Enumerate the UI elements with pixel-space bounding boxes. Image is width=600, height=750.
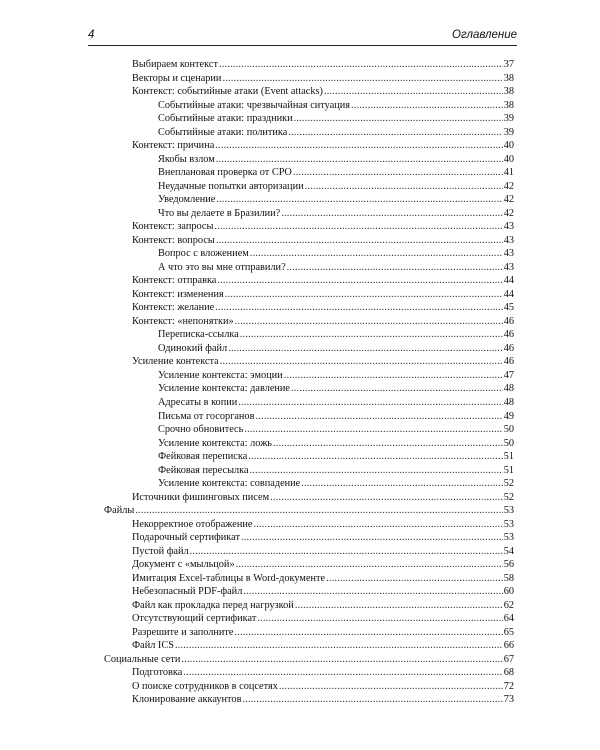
toc-entry-page: 64 (503, 613, 514, 625)
toc-entry (132, 599, 514, 613)
toc-leader-dots (255, 410, 502, 424)
toc-entry (158, 477, 514, 491)
toc-entry-title: Пустой файл (132, 545, 189, 557)
toc-leader-dots (222, 72, 502, 86)
toc-entry (158, 180, 514, 194)
toc-entry-title: Усиление контекста: совпадение (158, 478, 301, 490)
toc-leader-dots (215, 139, 502, 153)
toc-entry-title: Небезопасный PDF-файл (132, 586, 243, 598)
toc-entry-title: Усиление контекста: давление (158, 383, 290, 395)
toc-entry (158, 342, 514, 356)
toc-entry-page: 43 (503, 261, 514, 273)
toc-entry-page: 58 (503, 572, 514, 584)
toc-entry-page: 46 (503, 329, 514, 341)
toc-entry-page: 52 (503, 478, 514, 490)
toc-entry-title: Переписка-ссылка (158, 329, 239, 341)
toc-leader-dots (214, 220, 502, 234)
toc-leader-dots (217, 274, 502, 288)
toc-entry-title: Вопрос с вложением (158, 248, 249, 260)
toc-entry-title: Выбираем контекст (132, 59, 218, 70)
toc-entry-page: 53 (503, 518, 514, 530)
toc-entry (158, 126, 514, 140)
toc-entry-page: 54 (503, 545, 514, 557)
toc-entry (132, 288, 514, 302)
toc-entry-page: 66 (503, 640, 514, 652)
toc-leader-dots (351, 99, 503, 113)
toc-leader-dots (225, 288, 503, 302)
toc-entry-title: Документ с «мыльцой» (132, 559, 235, 571)
toc-entry-page: 68 (503, 667, 514, 679)
toc-entry-page: 53 (503, 532, 514, 544)
toc-chapter-entry (104, 504, 514, 518)
toc-leader-dots (324, 85, 503, 99)
toc-entry-page: 47 (503, 369, 514, 381)
toc-entry (158, 166, 514, 180)
toc-entry (132, 355, 514, 369)
toc-entry (158, 464, 514, 478)
toc-leader-dots (243, 585, 502, 599)
toc-entry-page: 42 (503, 207, 514, 219)
toc-entry-title: Источники фишинговых писем (132, 491, 270, 503)
toc-entry (158, 112, 514, 126)
toc-entry-title: Событийные атаки: политика (158, 126, 288, 138)
toc-leader-dots (326, 572, 503, 586)
toc-entry-title: Файлы (104, 505, 135, 517)
toc-entry-page: 46 (503, 342, 514, 354)
toc-leader-dots (235, 315, 503, 329)
toc-leader-dots (181, 653, 502, 667)
toc-leader-dots (288, 126, 502, 140)
toc-leader-dots (244, 423, 502, 437)
toc-leader-dots (253, 518, 502, 532)
toc-entry-page: 73 (503, 694, 514, 706)
toc-entry-title: Внеплановая проверка от CPO (158, 167, 292, 179)
toc-leader-dots (248, 450, 502, 464)
toc-entry-title: Одинокий файл (158, 342, 228, 354)
toc-entry-title: Якобы взлом (158, 153, 215, 165)
toc-leader-dots (235, 626, 503, 640)
running-header (88, 29, 517, 45)
toc-leader-dots (295, 599, 503, 613)
toc-entry-page: 45 (503, 302, 514, 314)
toc-entry-page: 51 (503, 464, 514, 476)
toc-leader-dots (291, 382, 503, 396)
toc-leader-dots (287, 261, 503, 275)
toc-entry (132, 612, 514, 626)
toc-entry-title: Социальные сети (104, 653, 181, 665)
toc-entry-page: 40 (503, 140, 514, 152)
toc-entry-title: Усиление контекста: ложь (158, 437, 273, 449)
section-title: Оглавление (452, 29, 517, 41)
toc-entry-page: 67 (503, 653, 514, 665)
toc-entry-page: 37 (503, 59, 514, 70)
toc-entry-page: 50 (503, 437, 514, 449)
toc-entry-page: 52 (503, 491, 514, 503)
toc-entry-page: 43 (503, 221, 514, 233)
toc-entry-page: 44 (503, 288, 514, 300)
toc-entry (132, 58, 514, 72)
toc-entry (132, 234, 514, 248)
header-rule (88, 45, 517, 46)
toc-entry (132, 301, 514, 315)
toc-entry (132, 315, 514, 329)
toc-entry (158, 450, 514, 464)
toc-entry-page: 65 (503, 626, 514, 638)
toc-entry-title: Срочно обновитесь (158, 424, 244, 436)
toc-entry-page: 53 (503, 505, 514, 517)
toc-leader-dots (257, 612, 502, 626)
toc-entry-page: 56 (503, 559, 514, 571)
toc-entry-title: Уведомление (158, 194, 216, 206)
toc-leader-dots (236, 558, 503, 572)
toc-leader-dots (305, 180, 503, 194)
toc-chapter-entry (104, 653, 514, 667)
toc-leader-dots (240, 328, 503, 342)
toc-entry-title: Имитация Excel-таблицы в Word-документе (132, 572, 326, 584)
toc-entry (132, 72, 514, 86)
toc-entry-page: 42 (503, 194, 514, 206)
toc-leader-dots (220, 355, 503, 369)
toc-entry-title: Событийные атаки: чрезвычайная ситуация (158, 99, 351, 111)
toc-leader-dots (273, 437, 503, 451)
toc-entry (132, 85, 514, 99)
toc-entry-page: 42 (503, 180, 514, 192)
toc-entry (132, 518, 514, 532)
toc-leader-dots (216, 153, 503, 167)
toc-entry-title: Письма от госорганов (158, 410, 255, 422)
toc-entry-title: Что вы делаете в Бразилии? (158, 207, 281, 219)
toc-leader-dots (216, 234, 503, 248)
toc-entry (132, 491, 514, 505)
toc-leader-dots (279, 680, 503, 694)
toc-entry (132, 139, 514, 153)
toc-leader-dots (281, 207, 502, 221)
toc-leader-dots (294, 112, 503, 126)
toc-entry-page: 48 (503, 383, 514, 395)
toc-entry-title: Адресаты в копии (158, 397, 238, 408)
toc-entry-title: Контекст: событийные атаки (Event attacks) (132, 86, 323, 98)
toc-leader-dots (135, 504, 502, 518)
toc-entry (132, 572, 514, 586)
toc-entry-page: 46 (503, 356, 514, 368)
toc-leader-dots (250, 247, 503, 261)
toc-entry (158, 369, 514, 383)
toc-leader-dots (216, 193, 502, 207)
toc-entry (158, 153, 514, 167)
toc-entry-page: 38 (503, 86, 514, 98)
toc-entry-title: Событийные атаки: праздники (158, 113, 293, 125)
toc-entry-title: Усиление контекста: эмоции (158, 369, 283, 381)
toc-entry (132, 545, 514, 559)
toc-entry (158, 382, 514, 396)
toc-entry-page: 48 (503, 397, 514, 408)
toc-entry-page: 43 (503, 248, 514, 260)
toc-leader-dots (238, 396, 502, 410)
toc-entry-title: А что это вы мне отправили? (158, 261, 286, 273)
toc-entry-title: Контекст: вопросы (132, 234, 215, 246)
toc-entry-title: Отсутствующий сертификат (132, 613, 257, 625)
toc-entry (158, 261, 514, 275)
toc-entry-title: Файл ICS (132, 640, 174, 652)
toc-entry-title: Контекст: желание (132, 302, 215, 314)
toc-entry-page: 43 (503, 234, 514, 246)
toc-entry (132, 531, 514, 545)
toc-entry (158, 99, 514, 113)
toc-leader-dots (250, 464, 503, 478)
toc-leader-dots (215, 301, 503, 315)
toc-entry (132, 585, 514, 599)
toc-entry-title: О поиске сотрудников в соцсетях (132, 680, 278, 692)
toc-entry (158, 328, 514, 342)
toc-entry (132, 680, 514, 694)
toc-entry-title: Неудачные попытки авторизации (158, 180, 304, 192)
toc-entry (132, 626, 514, 640)
toc-entry (132, 666, 514, 680)
page-number: 4 (88, 29, 95, 41)
toc-entry (158, 410, 514, 424)
toc-entry-page: 50 (503, 424, 514, 436)
toc-entry (158, 423, 514, 437)
toc-leader-dots (183, 666, 502, 680)
toc-entry (132, 693, 514, 707)
toc-entry-page: 38 (503, 72, 514, 84)
toc-entry (158, 396, 514, 410)
toc-entry-page: 39 (503, 126, 514, 138)
toc-entry-title: Усиление контекста (132, 356, 219, 368)
toc-entry (132, 220, 514, 234)
toc-entry (132, 558, 514, 572)
toc-entry-title: Фейковая переписка (158, 451, 248, 463)
toc-entry-page: 49 (503, 410, 514, 422)
toc-entry (158, 437, 514, 451)
toc-entry-title: Контекст: запросы (132, 221, 214, 233)
toc-entry-title: Контекст: причина (132, 140, 215, 152)
toc-entry-title: Некорректное отображение (132, 518, 253, 530)
toc-entry-title: Разрешите и заполните (132, 626, 234, 638)
toc-entry (158, 247, 514, 261)
toc-leader-dots (284, 369, 503, 383)
toc-entry-page: 60 (503, 586, 514, 598)
toc-leader-dots (241, 531, 503, 545)
toc-leader-dots (190, 545, 503, 559)
toc-entry-page: 51 (503, 451, 514, 463)
toc-leader-dots (228, 342, 503, 356)
toc-leader-dots (293, 166, 503, 180)
toc-entry (132, 274, 514, 288)
toc-entry-page: 40 (503, 153, 514, 165)
toc-entry-title: Фейковая пересылка (158, 464, 249, 476)
toc-entry-page: 62 (503, 599, 514, 611)
toc-entry-title: Контекст: «непонятки» (132, 315, 234, 327)
toc-leader-dots (219, 58, 503, 72)
toc-entry (158, 207, 514, 221)
toc-entry-title: Векторы и сценарии (132, 72, 222, 84)
toc-entry-title: Клонирование аккаунтов (132, 694, 242, 706)
toc-entry-title: Контекст: отправка (132, 275, 217, 287)
toc-entry (132, 639, 514, 653)
toc-leader-dots (270, 491, 503, 505)
toc-entry-page: 38 (503, 99, 514, 111)
toc-entry-page: 46 (503, 315, 514, 327)
toc-leader-dots (301, 477, 502, 491)
toc-entry-page: 44 (503, 275, 514, 287)
toc-leader-dots (242, 693, 502, 707)
toc-entry-title: Контекст: изменения (132, 288, 224, 300)
toc-entry-title: Файл как прокладка перед нагрузкой (132, 599, 294, 611)
toc-entry-title: Подарочный сертификат (132, 532, 240, 544)
toc-entry (158, 193, 514, 207)
toc-entry-page: 41 (503, 167, 514, 179)
toc-entry-title: Подготовка (132, 667, 183, 679)
toc-entry-page: 72 (503, 680, 514, 692)
toc-leader-dots (175, 639, 503, 653)
toc-entry-page: 39 (503, 113, 514, 125)
